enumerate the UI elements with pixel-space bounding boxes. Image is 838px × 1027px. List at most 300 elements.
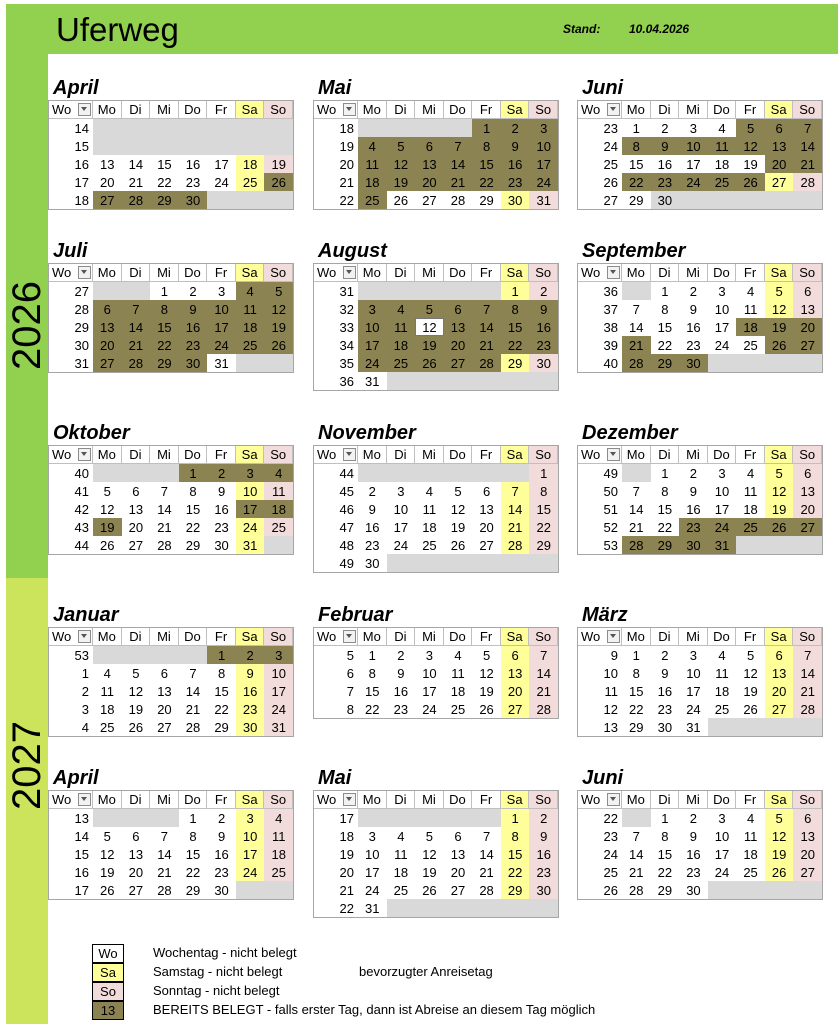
day-cell: 7 [472,300,501,318]
day-cell: 6 [122,482,151,500]
day-cell: 25 [264,518,293,536]
weekday-header: Mo [622,264,651,282]
day-cell: 11 [736,827,765,845]
day-cell: 14 [529,664,558,682]
week-header-label: Wo [581,792,601,807]
day-cell: 7 [793,646,822,664]
day-cell: 9 [679,827,708,845]
legend-row [92,982,732,1000]
weekday-header: Mo [93,791,122,809]
day-cell: 20 [472,518,501,536]
empty-cell [236,137,265,155]
weekday-header: Do [179,101,208,119]
week-number: 18 [49,191,93,209]
empty-cell [264,354,293,372]
day-cell: 24 [236,863,265,881]
empty-cell [387,899,416,917]
dropdown-arrow-icon[interactable] [607,448,620,461]
week-column-filter[interactable] [49,791,93,809]
stand-label: Stand: [563,22,601,36]
legend-row [92,963,732,981]
empty-cell [358,464,387,482]
day-cell: 26 [765,518,794,536]
dropdown-arrow-icon[interactable] [607,793,620,806]
empty-cell [358,282,387,300]
empty-cell [122,119,151,137]
month-name: April [53,77,99,99]
day-cell: 5 [765,464,794,482]
day-cell: 18 [736,845,765,863]
day-cell: 30 [179,191,208,209]
dropdown-arrow-icon[interactable] [78,103,91,116]
day-cell: 10 [358,318,387,336]
day-cell: 1 [358,646,387,664]
empty-cell [122,646,151,664]
week-header-label: Wo [317,102,337,117]
day-cell: 10 [679,137,708,155]
day-cell: 14 [472,318,501,336]
day-cell: 10 [207,300,236,318]
stand-date: 10.04.2026 [629,22,690,36]
day-cell: 11 [708,664,737,682]
month-grid [577,445,823,555]
day-cell: 31 [358,372,387,390]
day-cell: 17 [236,845,265,863]
day-cell: 8 [150,300,179,318]
day-cell: 8 [622,664,651,682]
month-name: Mai [318,767,352,789]
week-column-filter[interactable] [578,101,622,119]
day-cell: 31 [207,354,236,372]
day-cell: 10 [236,827,265,845]
day-cell: 11 [444,664,473,682]
weekday-header: Do [179,628,208,646]
month-block [48,76,294,210]
week-number: 3 [49,700,93,718]
day-cell: 6 [793,809,822,827]
week-number: 18 [314,827,358,845]
day-cell: 30 [529,881,558,899]
day-cell: 22 [179,863,208,881]
week-number: 34 [314,336,358,354]
week-column-filter[interactable] [578,791,622,809]
day-cell: 29 [501,881,530,899]
day-cell: 4 [236,282,265,300]
weekday-header: Sa [501,628,530,646]
month-name: Mai [318,77,352,99]
day-cell: 30 [529,354,558,372]
week-number: 42 [49,500,93,518]
weekday-header: Sa [501,264,530,282]
empty-cell [207,191,236,209]
day-cell: 21 [122,173,151,191]
weekday-header: Fr [736,101,765,119]
week-header-label: Wo [317,447,337,462]
week-header-label: Wo [52,102,72,117]
day-cell: 23 [679,863,708,881]
day-cell: 19 [765,318,794,336]
weekday-header: Mi [150,101,179,119]
day-cell: 4 [415,482,444,500]
day-cell: 2 [179,282,208,300]
weekday-header: So [529,446,558,464]
empty-cell [529,554,558,572]
week-column-filter[interactable] [578,264,622,282]
empty-cell [793,536,822,554]
empty-cell [472,282,501,300]
day-cell: 24 [679,700,708,718]
day-cell: 1 [529,464,558,482]
day-cell: 3 [679,119,708,137]
day-cell: 10 [264,664,293,682]
day-cell: 17 [679,155,708,173]
weekday-header: Mi [679,264,708,282]
weekday-header: Mo [358,446,387,464]
week-number: 19 [314,845,358,863]
week-number: 45 [314,482,358,500]
day-cell: 13 [444,318,473,336]
day-cell: 14 [622,845,651,863]
day-cell: 7 [150,827,179,845]
week-number: 44 [314,464,358,482]
day-cell: 24 [207,173,236,191]
day-cell: 1 [179,809,208,827]
month-grid [48,263,294,373]
weekday-header: So [264,264,293,282]
week-column-filter[interactable] [49,446,93,464]
day-cell: 14 [622,500,651,518]
day-cell: 7 [529,646,558,664]
month-block [577,421,823,555]
empty-cell [501,899,530,917]
day-cell: 8 [651,482,680,500]
week-column-filter[interactable] [314,628,358,646]
day-cell: 3 [415,646,444,664]
week-number: 35 [314,354,358,372]
day-cell: 22 [651,863,680,881]
empty-cell [93,464,122,482]
day-cell: 5 [93,827,122,845]
day-cell: 23 [179,173,208,191]
empty-cell [793,354,822,372]
month-block [48,766,294,900]
weekday-header: Sa [765,101,794,119]
day-cell: 25 [93,718,122,736]
day-cell: 21 [622,336,651,354]
day-cell: 20 [765,155,794,173]
empty-cell [765,536,794,554]
day-cell: 20 [793,845,822,863]
day-cell: 28 [529,700,558,718]
empty-cell [387,372,416,390]
day-cell: 9 [529,827,558,845]
dropdown-arrow-icon[interactable] [78,448,91,461]
day-cell: 14 [444,155,473,173]
week-column-filter[interactable] [49,628,93,646]
day-cell: 17 [236,500,265,518]
week-number: 16 [49,863,93,881]
empty-cell [236,191,265,209]
day-cell: 15 [358,682,387,700]
day-cell: 28 [179,718,208,736]
day-cell: 8 [472,137,501,155]
day-cell: 2 [679,282,708,300]
week-header-label: Wo [52,792,72,807]
day-cell: 24 [415,700,444,718]
weekday-header: Mo [93,101,122,119]
week-number: 37 [578,300,622,318]
dropdown-arrow-icon[interactable] [607,266,620,279]
day-cell: 19 [122,700,151,718]
empty-cell [387,809,416,827]
empty-cell [150,137,179,155]
day-cell: 14 [179,682,208,700]
week-column-filter[interactable] [314,791,358,809]
day-cell: 22 [651,518,680,536]
day-cell: 14 [122,155,151,173]
weekday-header: Sa [765,446,794,464]
day-cell: 2 [679,464,708,482]
day-cell: 18 [93,700,122,718]
weekday-header: Di [651,628,680,646]
dropdown-arrow-icon[interactable] [343,266,356,279]
month-grid [577,100,823,210]
day-cell: 8 [501,300,530,318]
day-cell: 4 [736,464,765,482]
day-cell: 24 [236,518,265,536]
weekday-header: Do [708,791,737,809]
legend-row [92,944,732,962]
empty-cell [122,137,151,155]
empty-cell [679,191,708,209]
day-cell: 13 [93,155,122,173]
week-number: 48 [314,536,358,554]
day-cell: 3 [708,464,737,482]
dropdown-arrow-icon[interactable] [78,266,91,279]
day-cell: 17 [387,518,416,536]
day-cell: 9 [207,482,236,500]
day-cell: 13 [765,137,794,155]
day-cell: 18 [708,155,737,173]
day-cell: 16 [529,845,558,863]
weekday-header: Fr [736,628,765,646]
day-cell: 2 [651,119,680,137]
week-column-filter[interactable] [314,264,358,282]
day-cell: 30 [207,881,236,899]
day-cell: 21 [122,336,151,354]
empty-cell [501,554,530,572]
day-cell: 12 [387,155,416,173]
day-cell: 29 [651,881,680,899]
day-cell: 3 [207,282,236,300]
day-cell: 16 [501,155,530,173]
day-cell: 18 [358,173,387,191]
week-number: 17 [49,881,93,899]
day-cell: 15 [501,845,530,863]
dropdown-arrow-icon[interactable] [343,103,356,116]
day-cell: 14 [501,500,530,518]
day-cell: 23 [651,173,680,191]
day-cell: 31 [529,191,558,209]
day-cell: 8 [529,482,558,500]
week-column-filter[interactable] [49,264,93,282]
weekday-header: Mo [622,791,651,809]
day-cell: 25 [387,354,416,372]
day-cell: 10 [415,664,444,682]
week-column-filter[interactable] [578,446,622,464]
day-cell: 10 [708,482,737,500]
day-cell: 18 [387,336,416,354]
day-cell: 10 [529,137,558,155]
week-number: 13 [49,809,93,827]
header-bar [48,4,838,54]
month-name: September [582,240,686,262]
weekday-header: So [264,101,293,119]
day-cell: 23 [358,536,387,554]
day-cell: 17 [708,845,737,863]
dropdown-arrow-icon[interactable] [343,793,356,806]
day-cell: 7 [179,664,208,682]
weekday-header: Di [651,791,680,809]
day-cell: 10 [358,845,387,863]
day-cell: 13 [122,500,151,518]
day-cell: 3 [387,482,416,500]
weekday-header: Di [387,628,416,646]
week-number: 43 [49,518,93,536]
empty-cell [765,718,794,736]
day-cell: 16 [207,500,236,518]
day-cell: 13 [444,845,473,863]
day-cell: 9 [651,137,680,155]
day-cell: 28 [622,536,651,554]
empty-cell [529,899,558,917]
day-cell: 2 [207,464,236,482]
day-cell: 6 [444,300,473,318]
empty-cell [264,536,293,554]
week-number: 6 [314,664,358,682]
day-cell: 5 [415,827,444,845]
day-cell: 27 [765,700,794,718]
empty-cell [472,464,501,482]
week-column-filter[interactable] [314,101,358,119]
week-number: 36 [578,282,622,300]
dropdown-arrow-icon[interactable] [78,793,91,806]
dropdown-arrow-icon[interactable] [607,630,620,643]
day-cell: 19 [415,863,444,881]
day-cell: 22 [529,518,558,536]
day-cell: 6 [150,664,179,682]
empty-cell [472,809,501,827]
month-grid [313,263,559,391]
weekday-header: Di [651,264,680,282]
month-name: Juli [53,240,88,262]
legend-text: Wochentag - nicht belegt [153,945,297,960]
day-cell: 4 [387,300,416,318]
week-number: 44 [49,536,93,554]
weekday-header: Fr [472,628,501,646]
dropdown-arrow-icon[interactable] [607,103,620,116]
day-cell: 6 [793,464,822,482]
day-cell: 15 [651,500,680,518]
weekday-header: Fr [207,264,236,282]
day-cell: 5 [387,137,416,155]
day-cell: 31 [679,718,708,736]
month-grid [48,627,294,737]
day-cell: 13 [472,500,501,518]
dropdown-arrow-icon[interactable] [343,448,356,461]
day-cell: 2 [529,809,558,827]
week-number: 28 [49,300,93,318]
day-cell: 1 [651,809,680,827]
empty-cell [150,464,179,482]
day-cell: 27 [93,354,122,372]
day-cell: 26 [387,191,416,209]
day-cell: 9 [679,300,708,318]
week-number: 31 [314,282,358,300]
day-cell: 15 [501,318,530,336]
month-grid [313,445,559,573]
empty-cell [472,372,501,390]
day-cell: 17 [679,682,708,700]
day-cell: 30 [236,718,265,736]
weekday-header: Sa [765,791,794,809]
dropdown-arrow-icon[interactable] [78,630,91,643]
week-column-filter[interactable] [314,446,358,464]
day-cell: 19 [472,682,501,700]
day-cell: 7 [150,482,179,500]
day-cell: 9 [179,300,208,318]
dropdown-arrow-icon[interactable] [343,630,356,643]
day-cell: 17 [207,318,236,336]
weekday-header: Do [444,628,473,646]
week-number: 20 [314,863,358,881]
day-cell: 20 [93,173,122,191]
empty-cell [179,646,208,664]
day-cell: 11 [736,482,765,500]
weekday-header: So [529,791,558,809]
weekday-header: Sa [501,791,530,809]
day-cell: 16 [179,318,208,336]
day-cell: 18 [264,500,293,518]
day-cell: 20 [93,336,122,354]
week-header-label: Wo [317,792,337,807]
empty-cell [122,464,151,482]
legend-text: Sonntag - nicht belegt [153,983,280,998]
day-cell: 20 [765,682,794,700]
week-number: 25 [578,155,622,173]
weekday-header: Sa [236,101,265,119]
empty-cell [415,282,444,300]
weekday-header: Mi [415,791,444,809]
day-cell: 25 [236,173,265,191]
day-cell: 18 [236,155,265,173]
day-cell: 16 [679,318,708,336]
day-cell: 28 [793,173,822,191]
month-grid [48,445,294,555]
month-block [313,766,559,918]
day-cell: 30 [679,881,708,899]
day-cell: 16 [651,682,680,700]
day-cell: 14 [622,318,651,336]
week-number: 26 [578,881,622,899]
week-column-filter[interactable] [578,628,622,646]
empty-cell [207,119,236,137]
week-column-filter[interactable] [49,101,93,119]
day-cell: 4 [358,137,387,155]
day-cell: 23 [529,336,558,354]
day-cell: 7 [622,300,651,318]
weekday-header: Do [179,264,208,282]
